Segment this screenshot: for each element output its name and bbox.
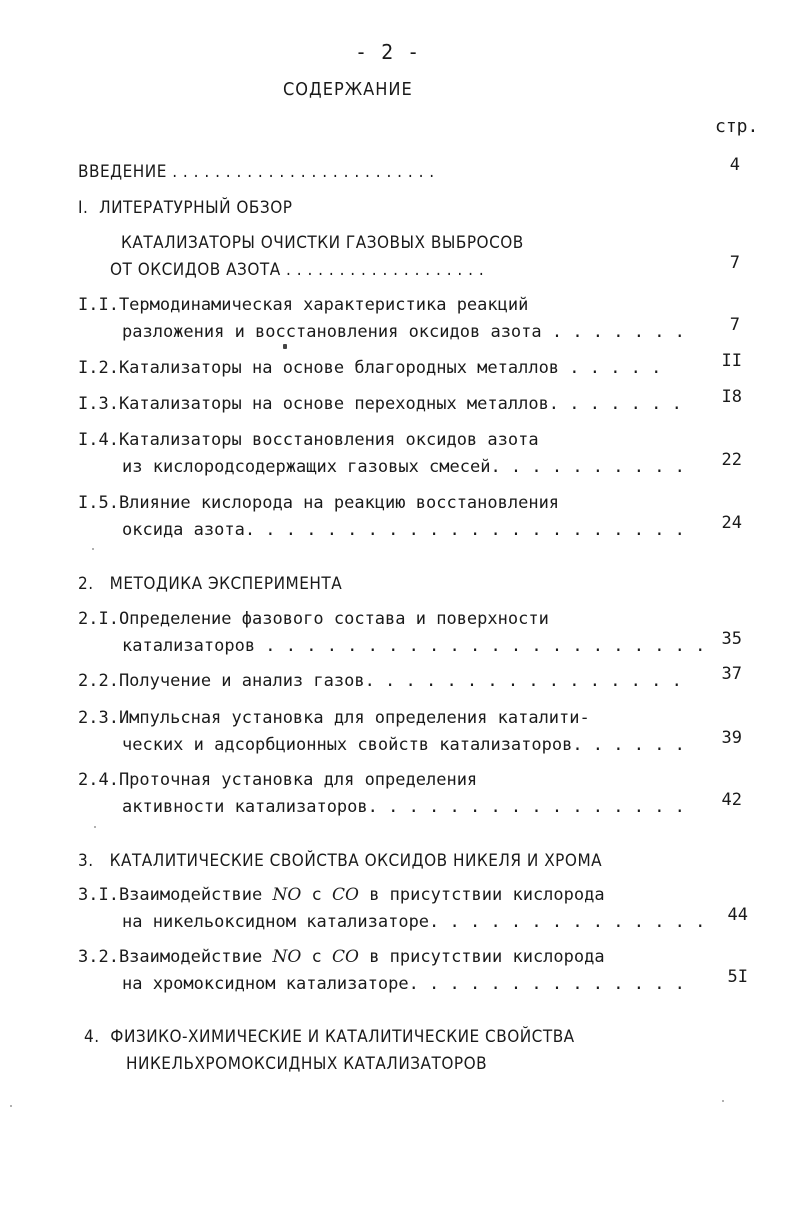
toc-entry-3-1-line2: на никельоксидном катализаторе. . . . . . . . . . . . . . — [122, 912, 706, 932]
scan-speck — [94, 826, 96, 828]
toc-page-3-2: 5I — [727, 967, 748, 987]
toc-page-1-5: 24 — [721, 513, 742, 533]
scan-speck — [283, 344, 287, 349]
toc-entry-2-3-line1: 2.3.Импульсная установка для определения каталити- — [78, 708, 590, 728]
toc-entry-intro: ВВЕДЕНИЕ . . . . . . . . . . . . . . . . . . . . . . . . . — [78, 162, 435, 182]
page-column-label: стр. — [715, 116, 759, 137]
toc-page-1-4: 22 — [721, 450, 742, 470]
toc-section-4-line1: 4. ФИЗИКО-ХИМИЧЕСКИЕ И КАТАЛИТИЧЕСКИЕ СВОЙСТВА — [84, 1027, 575, 1047]
toc-entry-2-1-line1: 2.I.Определение фазового состава и поверхности — [78, 609, 549, 629]
toc-section-2: 2. МЕТОДИКА ЭКСПЕРИМЕНТА — [78, 574, 343, 594]
toc-entry-3-2-line2: на хромоксидном катализаторе. . . . . . . . . . . . . . — [122, 974, 685, 994]
toc-entry-1-4-line2: из кислородсодержащих газовых смесей. . . . . . . . . . — [122, 457, 685, 477]
toc-entry-1-5-line1: I.5.Влияние кислорода на реакцию восстановления — [78, 493, 560, 513]
toc-entry-3-1-line1: 3.I.Взаимодействие NO с CO в присутствии кислорода — [78, 885, 605, 905]
toc-entry-1-2: I.2.Катализаторы на основе благородных металлов . . . . . — [78, 358, 662, 378]
toc-section-1: I. ЛИТЕРАТУРНЫЙ ОБЗОР — [78, 198, 293, 218]
toc-page-1-3: I8 — [721, 387, 742, 407]
toc-page-2-4: 42 — [721, 790, 742, 810]
page-title: СОДЕРЖАНИЕ — [283, 79, 413, 100]
toc-entry-2-4-line2: активности катализаторов. . . . . . . . . . . . . . . . — [122, 797, 685, 817]
toc-page-2-2: 37 — [721, 664, 742, 684]
scan-speck — [722, 1100, 724, 1102]
formula-no: NO — [272, 885, 302, 905]
toc-entry-2-1-line2: катализаторов . . . . . . . . . . . . . . . . . . . . . . — [122, 636, 706, 656]
toc-section-4-line2: НИКЕЛЬХРОМОКСИДНЫХ КАТАЛИЗАТОРОВ — [126, 1054, 488, 1074]
toc-entry-1-title-line1: КАТАЛИЗАТОРЫ ОЧИСТКИ ГАЗОВЫХ ВЫБРОСОВ — [121, 233, 524, 253]
toc-page-1-title: 7 — [729, 253, 740, 273]
formula-co: CO — [332, 947, 359, 967]
toc-entry-1-5-line2: оксида азота. . . . . . . . . . . . . . . . . . . . . . — [122, 520, 685, 540]
toc-entry-1-1-line2: разложения и восстановления оксидов азота . . . . . . . — [122, 322, 685, 342]
toc-page-2-1: 35 — [721, 629, 742, 649]
scan-speck — [10, 1105, 12, 1107]
toc-page-3-1: 44 — [727, 905, 748, 925]
toc-page-intro: 4 — [729, 155, 740, 175]
toc-entry-1-4-line1: I.4.Катализаторы восстановления оксидов азота — [78, 430, 539, 450]
toc-entry-2-2: 2.2.Получение и анализ газов. . . . . . . . . . . . . . . . — [78, 671, 682, 691]
toc-entry-3-2-line1: 3.2.Взаимодействие NO с CO в присутствии кислорода — [78, 947, 605, 967]
page-number: - 2 - — [355, 40, 421, 64]
toc-page-1-2: II — [721, 351, 742, 371]
scan-speck — [92, 548, 94, 550]
toc-page-2-3: 39 — [721, 728, 742, 748]
toc-entry-1-3: I.3.Катализаторы на основе переходных металлов. . . . . . . — [78, 394, 682, 414]
formula-no: NO — [272, 947, 302, 967]
toc-entry-1-title-line2: ОТ ОКСИДОВ АЗОТА . . . . . . . . . . . . . . . . . . . — [110, 260, 485, 280]
toc-section-3: 3. КАТАЛИТИЧЕСКИЕ СВОЙСТВА ОКСИДОВ НИКЕЛЯ И ХРОМА — [78, 851, 603, 871]
toc-entry-2-4-line1: 2.4.Проточная установка для определения — [78, 770, 478, 790]
toc-entry-2-3-line2: ческих и адсорбционных свойств катализаторов. . . . . . — [122, 735, 685, 755]
formula-co: CO — [332, 885, 359, 905]
toc-page-1-1: 7 — [729, 315, 740, 335]
toc-entry-1-1-line1: I.I.Термодинамическая характеристика реакций — [78, 295, 529, 315]
